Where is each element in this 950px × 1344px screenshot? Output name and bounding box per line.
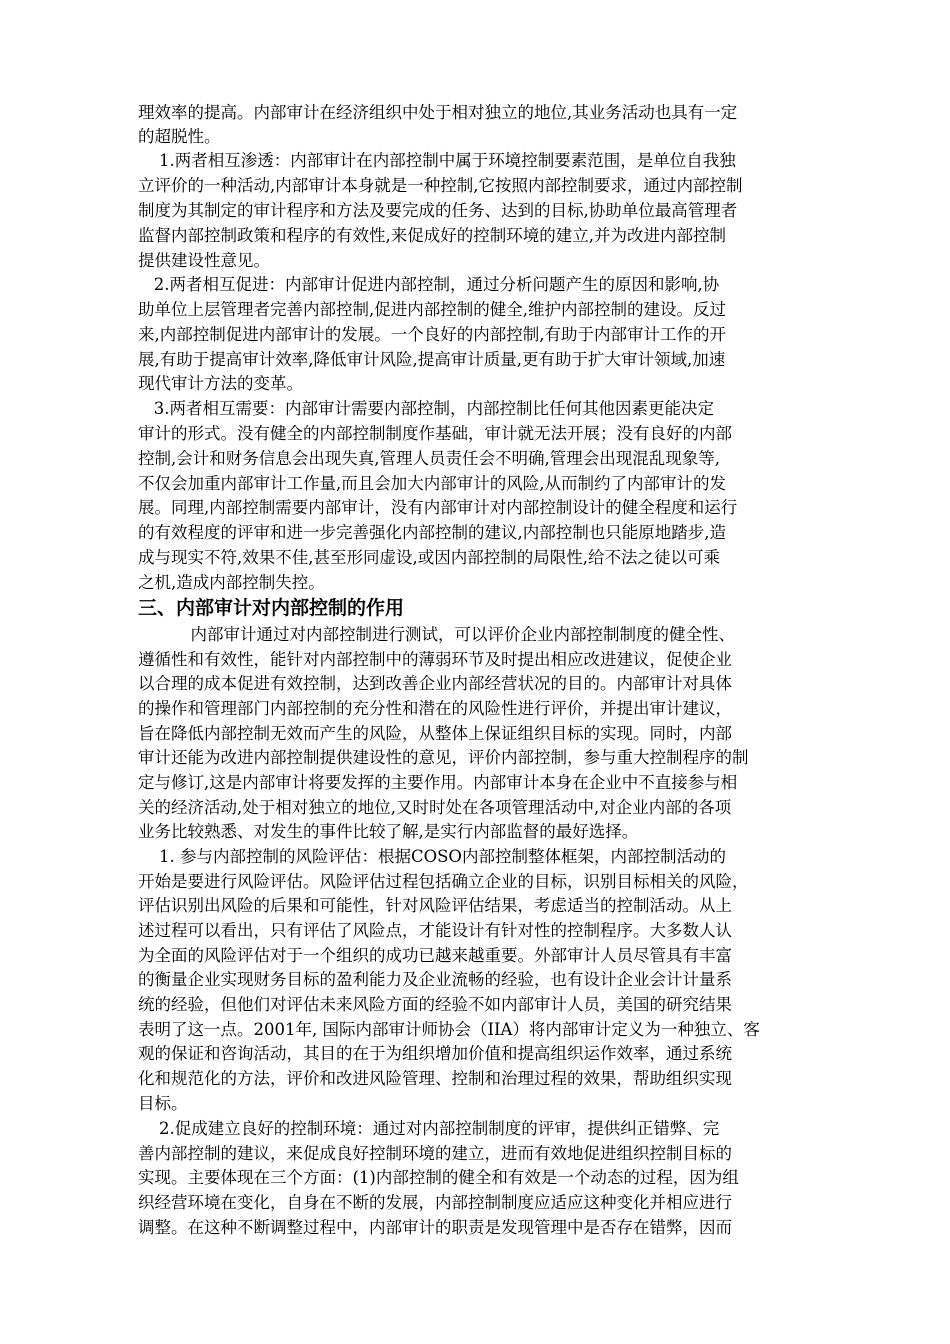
text-line: 助单位上层管理者完善内部控制,促进内部控制的健全,维护内部控制的建设。反过 — [138, 300, 726, 319]
text-line: 提供建设性意见。 — [138, 251, 270, 270]
text-line: 控制,会计和财务信息会出现失真,管理人员责任会不明确,管理会出现混乱现象等, — [138, 449, 720, 468]
text-line: 评估识别出风险的后果和可能性，针对风险评估结果，考虑适当的控制活动。从上 — [138, 896, 732, 915]
section-heading: 三、内部审计对内部控制的作用 — [138, 597, 405, 619]
text-line: 统的经验，但他们对评估未来风险方面的经验不如内部审计人员，美国的研究结果 — [138, 995, 732, 1014]
text-line: 内部审计通过对内部控制进行测试，可以评价企业内部控制制度的健全性、 — [138, 625, 735, 644]
text-line: 2.促成建立良好的控制环境：通过对内部控制制度的评审，提供纠正错弊、完 — [138, 1119, 720, 1138]
text-line: 观的保证和咨询活动，其目的在于为组织增加价值和提高组织运作效率，通过系统 — [138, 1044, 732, 1063]
text-line: 定与修订,这是内部审计将要发挥的主要作用。内部审计本身在企业中不直接参与相 — [138, 773, 738, 792]
text-line: 遵循性和有效性，能针对内部控制中的薄弱环节及时提出相应改进建议，促使企业 — [138, 650, 732, 669]
text-line: 以合理的成本促进有效控制，达到改善企业内部经营状况的目的。内部审计对具体 — [138, 674, 732, 693]
text-line: 理效率的提高。内部审计在经济组织中处于相对独立的地位,其业务活动也具有一定 — [138, 103, 738, 122]
text-line: 述过程可以看出，只有评估了风险点，才能设计有针对性的控制程序。大多数人认 — [138, 921, 732, 940]
text-line: 化和规范化的方法，评价和改进风险管理、控制和治理过程的效果，帮助组织实现 — [138, 1069, 732, 1088]
text-line: 的有效程度的评审和进一步完善强化内部控制的建议,内部控制也只能原地踏步,造 — [138, 523, 726, 542]
text-line: 善内部控制的建议，来促成良好控制环境的建立，进而有效地促进组织控制目标的 — [138, 1144, 732, 1163]
text-line: 现代审计方法的变革。 — [138, 374, 303, 393]
text-line: 为全面的风险评估对于一个组织的成功已越来越重要。外部审计人员尽管具有丰富 — [138, 946, 732, 965]
text-line: 之机,造成内部控制失控。 — [138, 573, 325, 592]
text-line: 来,内部控制促进内部审计的发展。一个良好的内部控制,有助于内部审计工作的开 — [138, 325, 726, 344]
text-line: 成与现实不符,效果不佳,甚至形同虚设,或因内部控制的局限性,给不法之徒以可乘 — [138, 548, 720, 567]
text-line: 审计还能为改进内部控制提供建设性的意见，评价内部控制，参与重大控制程序的制 — [138, 748, 749, 767]
text-line: 业务比较熟悉、对发生的事件比较了解,是实行内部监督的最好选择。 — [138, 822, 639, 841]
text-line: 关的经济活动,处于相对独立的地位,又时时处在各项管理活动中,对企业内部的各项 — [138, 798, 732, 817]
text-line: 调整。在这种不断调整过程中，内部审计的职责是发现管理中是否存在错弊，因而 — [138, 1218, 732, 1237]
text-line: 3.两者相互需要：内部审计需要内部控制，内部控制比任何其他因素更能决定 — [138, 399, 714, 418]
text-line: 立评价的一种活动,内部审计本身就是一种控制,它按照内部控制要求，通过内部控制 — [138, 176, 743, 195]
text-line: 的操作和管理部门内部控制的充分性和潜在的风险性进行评价，并提出审计建议， — [138, 699, 732, 718]
text-line: 织经营环境在变化，自身在不断的发展，内部控制制度应适应这种变化并相应进行 — [138, 1193, 732, 1212]
text-line: 旨在降低内部控制无效而产生的风险，从整体上保证组织目标的实现。同时，内部 — [138, 724, 732, 743]
text-line: 审计的形式。没有健全的内部控制制度作基础，审计就无法开展；没有良好的内部 — [138, 424, 732, 443]
text-line: 不仅会加重内部审计工作量,而且会加大内部审计的风险,从而制约了内部审计的发 — [138, 474, 726, 493]
text-line: 1. 参与内部控制的风险评估：根据COSO内部控制整体框架，内部控制活动的 — [138, 847, 726, 866]
text-line: 实现。主要体现在三个方面：(1)内部控制的健全和有效是一个动态的过程，因为组 — [138, 1168, 739, 1187]
text-line: 1.两者相互渗透：内部审计在内部控制中属于环境控制要素范围，是单位自我独 — [138, 151, 736, 170]
text-line: 的衡量企业实现财务目标的盈利能力及企业流畅的经验，也有设计企业会计计量系 — [138, 970, 732, 989]
text-line: 开始是要进行风险评估。风险评估过程包括确立企业的目标，识别目标相关的风险， — [138, 872, 749, 891]
text-line: 展。同理,内部控制需要内部审计，没有内部审计对内部控制设计的健全程度和运行 — [138, 498, 738, 517]
text-line: 目标。 — [138, 1094, 188, 1113]
text-line: 表明了这一点。2001年, 国际内部审计师协会（IIA）将内部审计定义为一种独立、客 — [138, 1020, 760, 1039]
text-line: 监督内部控制政策和程序的有效性,来促成好的控制环境的建立,并为改进内部控制 — [138, 226, 726, 245]
text-line: 的超脱性。 — [138, 127, 221, 146]
text-line: 制度为其制定的审计程序和方法及要完成的任务、达到的目标,协助单位最高管理者 — [138, 201, 738, 220]
text-line: 展,有助于提高审计效率,降低审计风险,提高审计质量,更有助于扩大审计领域,加速 — [138, 350, 726, 369]
text-line: 2.两者相互促进：内部审计促进内部控制，通过分析问题产生的原因和影响,协 — [138, 275, 720, 294]
